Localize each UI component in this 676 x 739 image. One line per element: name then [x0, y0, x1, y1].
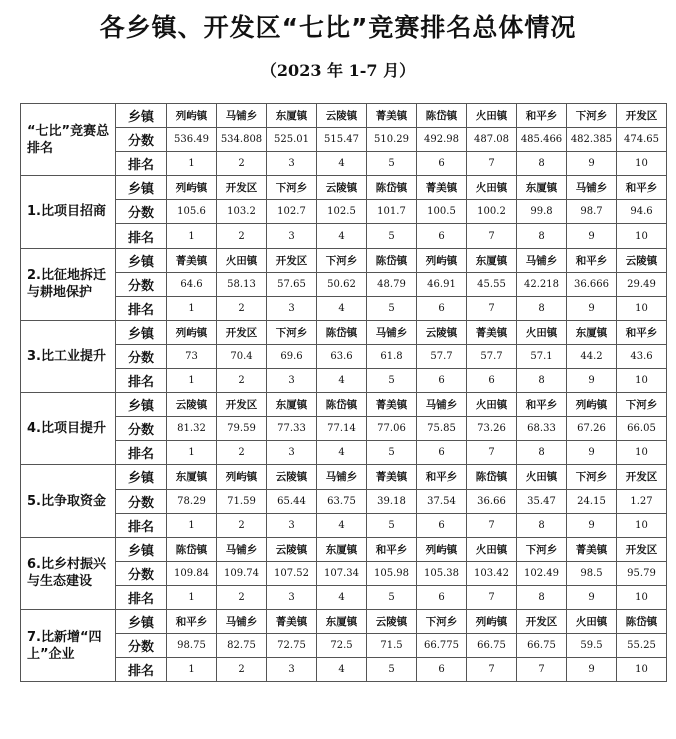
score-cell: 36.66: [467, 489, 517, 513]
rank-cell: 3: [267, 369, 317, 393]
table-row: [21, 176, 667, 200]
table-row: [21, 393, 667, 417]
rank-cell: 6: [417, 441, 467, 465]
row-label-town: 乡镇: [116, 320, 167, 344]
town-cell: 马铺乡: [217, 537, 267, 561]
town-cell: 东厦镇: [317, 609, 367, 633]
row-label-rank: 排名: [116, 224, 167, 248]
score-cell: 58.13: [217, 272, 267, 296]
score-cell: 72.75: [267, 634, 317, 658]
town-cell: 陈岱镇: [317, 320, 367, 344]
row-label-rank: 排名: [116, 296, 167, 320]
rank-cell: 3: [267, 658, 317, 682]
town-cell: 菁美镇: [367, 393, 417, 417]
score-cell: 103.42: [467, 561, 517, 585]
town-cell: 云陵镇: [617, 248, 667, 272]
rank-cell: 8: [517, 296, 567, 320]
ranking-table: [20, 103, 667, 682]
town-cell: 火田镇: [467, 393, 517, 417]
rank-cell: 7: [467, 296, 517, 320]
town-cell: 菁美镇: [367, 104, 417, 128]
rank-cell: 1: [167, 224, 217, 248]
rank-cell: 10: [617, 441, 667, 465]
table-row: [21, 296, 667, 320]
town-cell: 下河乡: [617, 393, 667, 417]
score-cell: 492.98: [417, 128, 467, 152]
town-cell: 列屿镇: [167, 104, 217, 128]
town-cell: 云陵镇: [267, 537, 317, 561]
rank-cell: 6: [417, 369, 467, 393]
row-label-rank: 排名: [116, 441, 167, 465]
score-cell: 42.218: [517, 272, 567, 296]
rank-cell: 8: [517, 441, 567, 465]
score-cell: 71.5: [367, 634, 417, 658]
rank-cell: 7: [467, 658, 517, 682]
town-cell: 和平乡: [617, 176, 667, 200]
rank-cell: 2: [217, 441, 267, 465]
score-cell: 98.75: [167, 634, 217, 658]
rank-cell: 5: [367, 369, 417, 393]
category-label: 5.比争取资金: [21, 465, 116, 537]
rank-cell: 5: [367, 658, 417, 682]
rank-cell: 8: [517, 224, 567, 248]
row-label-town: 乡镇: [116, 609, 167, 633]
town-cell: 东厦镇: [567, 320, 617, 344]
score-cell: 57.65: [267, 272, 317, 296]
town-cell: 云陵镇: [317, 104, 367, 128]
score-cell: 82.75: [217, 634, 267, 658]
score-cell: 474.65: [617, 128, 667, 152]
score-cell: 43.6: [617, 344, 667, 368]
rank-cell: 1: [167, 513, 217, 537]
rank-cell: 8: [517, 369, 567, 393]
town-cell: 马铺乡: [217, 104, 267, 128]
rank-cell: 4: [317, 585, 367, 609]
rank-cell: 6: [417, 658, 467, 682]
town-cell: 菁美镇: [167, 248, 217, 272]
score-cell: 69.6: [267, 344, 317, 368]
town-cell: 菁美镇: [367, 465, 417, 489]
score-cell: 64.6: [167, 272, 217, 296]
rank-cell: 5: [367, 585, 417, 609]
rank-cell: 4: [317, 152, 367, 176]
rank-cell: 5: [367, 296, 417, 320]
score-cell: 485.466: [517, 128, 567, 152]
table-row: [21, 441, 667, 465]
table-row: [21, 417, 667, 441]
score-cell: 77.06: [367, 417, 417, 441]
rank-cell: 4: [317, 658, 367, 682]
row-label-score: 分数: [116, 489, 167, 513]
score-cell: 45.55: [467, 272, 517, 296]
table-row: [21, 537, 667, 561]
rank-cell: 1: [167, 441, 217, 465]
town-cell: 云陵镇: [167, 393, 217, 417]
score-cell: 65.44: [267, 489, 317, 513]
town-cell: 东厦镇: [267, 393, 317, 417]
rank-cell: 6: [417, 296, 467, 320]
town-cell: 开发区: [617, 465, 667, 489]
rank-cell: 9: [567, 224, 617, 248]
town-cell: 火田镇: [467, 176, 517, 200]
category-label: 2.比征地拆迁与耕地保护: [21, 248, 116, 320]
score-cell: 98.5: [567, 561, 617, 585]
score-cell: 66.75: [517, 634, 567, 658]
town-cell: 和平乡: [517, 104, 567, 128]
rank-cell: 5: [367, 152, 417, 176]
rank-cell: 2: [217, 585, 267, 609]
page-subtitle: （2023 年 1-7 月）: [260, 61, 416, 80]
score-cell: 44.2: [567, 344, 617, 368]
row-label-rank: 排名: [116, 152, 167, 176]
score-cell: 79.59: [217, 417, 267, 441]
score-cell: 36.666: [567, 272, 617, 296]
table-row: [21, 104, 667, 128]
score-cell: 29.49: [617, 272, 667, 296]
rank-cell: 10: [617, 513, 667, 537]
town-cell: 列屿镇: [417, 537, 467, 561]
town-cell: 菁美镇: [417, 176, 467, 200]
town-cell: 云陵镇: [267, 465, 317, 489]
rank-cell: 4: [317, 224, 367, 248]
town-cell: 陈岱镇: [367, 176, 417, 200]
score-cell: 70.4: [217, 344, 267, 368]
rank-cell: 10: [617, 369, 667, 393]
score-cell: 57.7: [417, 344, 467, 368]
town-cell: 开发区: [617, 104, 667, 128]
town-cell: 马铺乡: [217, 609, 267, 633]
town-cell: 云陵镇: [317, 176, 367, 200]
town-cell: 马铺乡: [317, 465, 367, 489]
rank-cell: 2: [217, 296, 267, 320]
score-cell: 105.98: [367, 561, 417, 585]
score-cell: 73: [167, 344, 217, 368]
table-row: [21, 489, 667, 513]
score-cell: 78.29: [167, 489, 217, 513]
score-cell: 98.7: [567, 200, 617, 224]
score-cell: 105.38: [417, 561, 467, 585]
score-cell: 101.7: [367, 200, 417, 224]
town-cell: 马铺乡: [417, 393, 467, 417]
town-cell: 马铺乡: [567, 176, 617, 200]
town-cell: 列屿镇: [217, 465, 267, 489]
score-cell: 67.26: [567, 417, 617, 441]
town-cell: 列屿镇: [167, 176, 217, 200]
score-cell: 102.5: [317, 200, 367, 224]
table-row: [21, 320, 667, 344]
rank-cell: 9: [567, 152, 617, 176]
score-cell: 102.7: [267, 200, 317, 224]
rank-cell: 10: [617, 296, 667, 320]
score-cell: 81.32: [167, 417, 217, 441]
score-cell: 66.775: [417, 634, 467, 658]
rank-cell: 6: [417, 513, 467, 537]
town-cell: 列屿镇: [417, 248, 467, 272]
row-label-rank: 排名: [116, 369, 167, 393]
category-label: “七比”竞赛总排名: [21, 104, 116, 176]
rank-cell: 6: [417, 585, 467, 609]
town-cell: 下河乡: [517, 537, 567, 561]
rank-cell: 3: [267, 585, 317, 609]
town-cell: 东厦镇: [167, 465, 217, 489]
town-cell: 和平乡: [617, 320, 667, 344]
score-cell: 534.808: [217, 128, 267, 152]
table-row: [21, 513, 667, 537]
town-cell: 东厦镇: [317, 537, 367, 561]
score-cell: 77.33: [267, 417, 317, 441]
rank-cell: 3: [267, 224, 317, 248]
score-cell: 66.05: [617, 417, 667, 441]
score-cell: 48.79: [367, 272, 417, 296]
table-row: [21, 152, 667, 176]
town-cell: 火田镇: [467, 104, 517, 128]
town-cell: 菁美镇: [267, 609, 317, 633]
town-cell: 列屿镇: [467, 609, 517, 633]
town-cell: 东厦镇: [467, 248, 517, 272]
rank-cell: 4: [317, 513, 367, 537]
town-cell: 菁美镇: [467, 320, 517, 344]
table-row: [21, 369, 667, 393]
rank-cell: 7: [467, 152, 517, 176]
town-cell: 东厦镇: [267, 104, 317, 128]
town-cell: 马铺乡: [367, 320, 417, 344]
rank-cell: 10: [617, 658, 667, 682]
rank-cell: 9: [567, 369, 617, 393]
score-cell: 71.59: [217, 489, 267, 513]
rank-cell: 1: [167, 369, 217, 393]
table-row: [21, 200, 667, 224]
rank-cell: 7: [517, 658, 567, 682]
town-cell: 火田镇: [517, 320, 567, 344]
score-cell: 59.5: [567, 634, 617, 658]
table-row: [21, 585, 667, 609]
rank-cell: 10: [617, 152, 667, 176]
row-label-score: 分数: [116, 200, 167, 224]
rank-cell: 10: [617, 585, 667, 609]
rank-cell: 10: [617, 224, 667, 248]
town-cell: 下河乡: [317, 248, 367, 272]
score-cell: 100.2: [467, 200, 517, 224]
score-cell: 487.08: [467, 128, 517, 152]
town-cell: 陈岱镇: [367, 248, 417, 272]
town-cell: 列屿镇: [167, 320, 217, 344]
score-cell: 72.5: [317, 634, 367, 658]
rank-cell: 8: [517, 513, 567, 537]
rank-cell: 4: [317, 369, 367, 393]
table-row: [21, 658, 667, 682]
score-cell: 63.75: [317, 489, 367, 513]
rank-cell: 7: [467, 513, 517, 537]
score-cell: 105.6: [167, 200, 217, 224]
table-row: [21, 344, 667, 368]
town-cell: 陈岱镇: [417, 104, 467, 128]
category-label: 4.比项目提升: [21, 393, 116, 465]
town-cell: 马铺乡: [517, 248, 567, 272]
town-cell: 开发区: [217, 320, 267, 344]
score-cell: 37.54: [417, 489, 467, 513]
row-label-town: 乡镇: [116, 104, 167, 128]
town-cell: 下河乡: [267, 320, 317, 344]
row-label-score: 分数: [116, 344, 167, 368]
town-cell: 陈岱镇: [167, 537, 217, 561]
score-cell: 515.47: [317, 128, 367, 152]
town-cell: 陈岱镇: [467, 465, 517, 489]
town-cell: 东厦镇: [517, 176, 567, 200]
score-cell: 107.34: [317, 561, 367, 585]
score-cell: 99.8: [517, 200, 567, 224]
rank-cell: 5: [367, 513, 417, 537]
score-cell: 536.49: [167, 128, 217, 152]
rank-cell: 2: [217, 658, 267, 682]
score-cell: 100.5: [417, 200, 467, 224]
town-cell: 开发区: [217, 393, 267, 417]
category-label: 1.比项目招商: [21, 176, 116, 248]
row-label-town: 乡镇: [116, 393, 167, 417]
row-label-town: 乡镇: [116, 176, 167, 200]
row-label-score: 分数: [116, 272, 167, 296]
rank-cell: 1: [167, 152, 217, 176]
score-cell: 57.1: [517, 344, 567, 368]
score-cell: 46.91: [417, 272, 467, 296]
town-cell: 火田镇: [467, 537, 517, 561]
rank-cell: 7: [467, 585, 517, 609]
town-cell: 开发区: [217, 176, 267, 200]
rank-cell: 2: [217, 369, 267, 393]
score-cell: 103.2: [217, 200, 267, 224]
table-row: [21, 224, 667, 248]
score-cell: 482.385: [567, 128, 617, 152]
rank-cell: 6: [417, 224, 467, 248]
table-row: [21, 248, 667, 272]
score-cell: 102.49: [517, 561, 567, 585]
row-label-score: 分数: [116, 634, 167, 658]
rank-cell: 8: [517, 585, 567, 609]
town-cell: 和平乡: [367, 537, 417, 561]
score-cell: 1.27: [617, 489, 667, 513]
town-cell: 开发区: [617, 537, 667, 561]
rank-cell: 2: [217, 224, 267, 248]
score-cell: 73.26: [467, 417, 517, 441]
rank-cell: 7: [467, 224, 517, 248]
town-cell: 下河乡: [567, 465, 617, 489]
rank-cell: 7: [467, 441, 517, 465]
score-cell: 61.8: [367, 344, 417, 368]
town-cell: 和平乡: [567, 248, 617, 272]
score-cell: 55.25: [617, 634, 667, 658]
town-cell: 云陵镇: [367, 609, 417, 633]
category-label: 7.比新增“四上”企业: [21, 609, 116, 681]
row-label-rank: 排名: [116, 658, 167, 682]
rank-cell: 9: [567, 585, 617, 609]
category-label: 3.比工业提升: [21, 320, 116, 392]
rank-cell: 3: [267, 441, 317, 465]
rank-cell: 3: [267, 296, 317, 320]
row-label-rank: 排名: [116, 585, 167, 609]
row-label-town: 乡镇: [116, 465, 167, 489]
score-cell: 63.6: [317, 344, 367, 368]
score-cell: 57.7: [467, 344, 517, 368]
town-cell: 火田镇: [567, 609, 617, 633]
town-cell: 和平乡: [167, 609, 217, 633]
town-cell: 列屿镇: [567, 393, 617, 417]
rank-cell: 9: [567, 441, 617, 465]
table-row: [21, 634, 667, 658]
row-label-score: 分数: [116, 128, 167, 152]
score-cell: 107.52: [267, 561, 317, 585]
town-cell: 菁美镇: [567, 537, 617, 561]
score-cell: 77.14: [317, 417, 367, 441]
rank-cell: 1: [167, 296, 217, 320]
row-label-score: 分数: [116, 417, 167, 441]
score-cell: 109.84: [167, 561, 217, 585]
rank-cell: 9: [567, 658, 617, 682]
rank-cell: 6: [417, 152, 467, 176]
row-label-score: 分数: [116, 561, 167, 585]
rank-cell: 3: [267, 513, 317, 537]
category-label: 6.比乡村振兴与生态建设: [21, 537, 116, 609]
score-cell: 109.74: [217, 561, 267, 585]
table-row: [21, 272, 667, 296]
town-cell: 开发区: [517, 609, 567, 633]
rank-cell: 6: [467, 369, 517, 393]
row-label-town: 乡镇: [116, 537, 167, 561]
row-label-rank: 排名: [116, 513, 167, 537]
score-cell: 94.6: [617, 200, 667, 224]
score-cell: 35.47: [517, 489, 567, 513]
town-cell: 陈岱镇: [317, 393, 367, 417]
town-cell: 开发区: [267, 248, 317, 272]
town-cell: 下河乡: [567, 104, 617, 128]
town-cell: 下河乡: [267, 176, 317, 200]
town-cell: 陈岱镇: [617, 609, 667, 633]
table-row: [21, 128, 667, 152]
rank-cell: 1: [167, 585, 217, 609]
score-cell: 68.33: [517, 417, 567, 441]
rank-cell: 9: [567, 296, 617, 320]
town-cell: 和平乡: [417, 465, 467, 489]
score-cell: 24.15: [567, 489, 617, 513]
rank-cell: 4: [317, 441, 367, 465]
table-row: [21, 465, 667, 489]
town-cell: 云陵镇: [417, 320, 467, 344]
town-cell: 和平乡: [517, 393, 567, 417]
score-cell: 75.85: [417, 417, 467, 441]
rank-cell: 5: [367, 224, 417, 248]
table-row: [21, 561, 667, 585]
row-label-town: 乡镇: [116, 248, 167, 272]
table-row: [21, 609, 667, 633]
score-cell: 510.29: [367, 128, 417, 152]
rank-cell: 9: [567, 513, 617, 537]
town-cell: 下河乡: [417, 609, 467, 633]
rank-cell: 1: [167, 658, 217, 682]
rank-cell: 2: [217, 152, 267, 176]
town-cell: 火田镇: [217, 248, 267, 272]
score-cell: 525.01: [267, 128, 317, 152]
rank-cell: 8: [517, 152, 567, 176]
rank-cell: 5: [367, 441, 417, 465]
rank-cell: 2: [217, 513, 267, 537]
rank-cell: 4: [317, 296, 367, 320]
score-cell: 66.75: [467, 634, 517, 658]
rank-cell: 3: [267, 152, 317, 176]
score-cell: 95.79: [617, 561, 667, 585]
page-title: 各乡镇、开发区“七比”竞赛排名总体情况: [99, 13, 577, 42]
town-cell: 火田镇: [517, 465, 567, 489]
score-cell: 39.18: [367, 489, 417, 513]
score-cell: 50.62: [317, 272, 367, 296]
